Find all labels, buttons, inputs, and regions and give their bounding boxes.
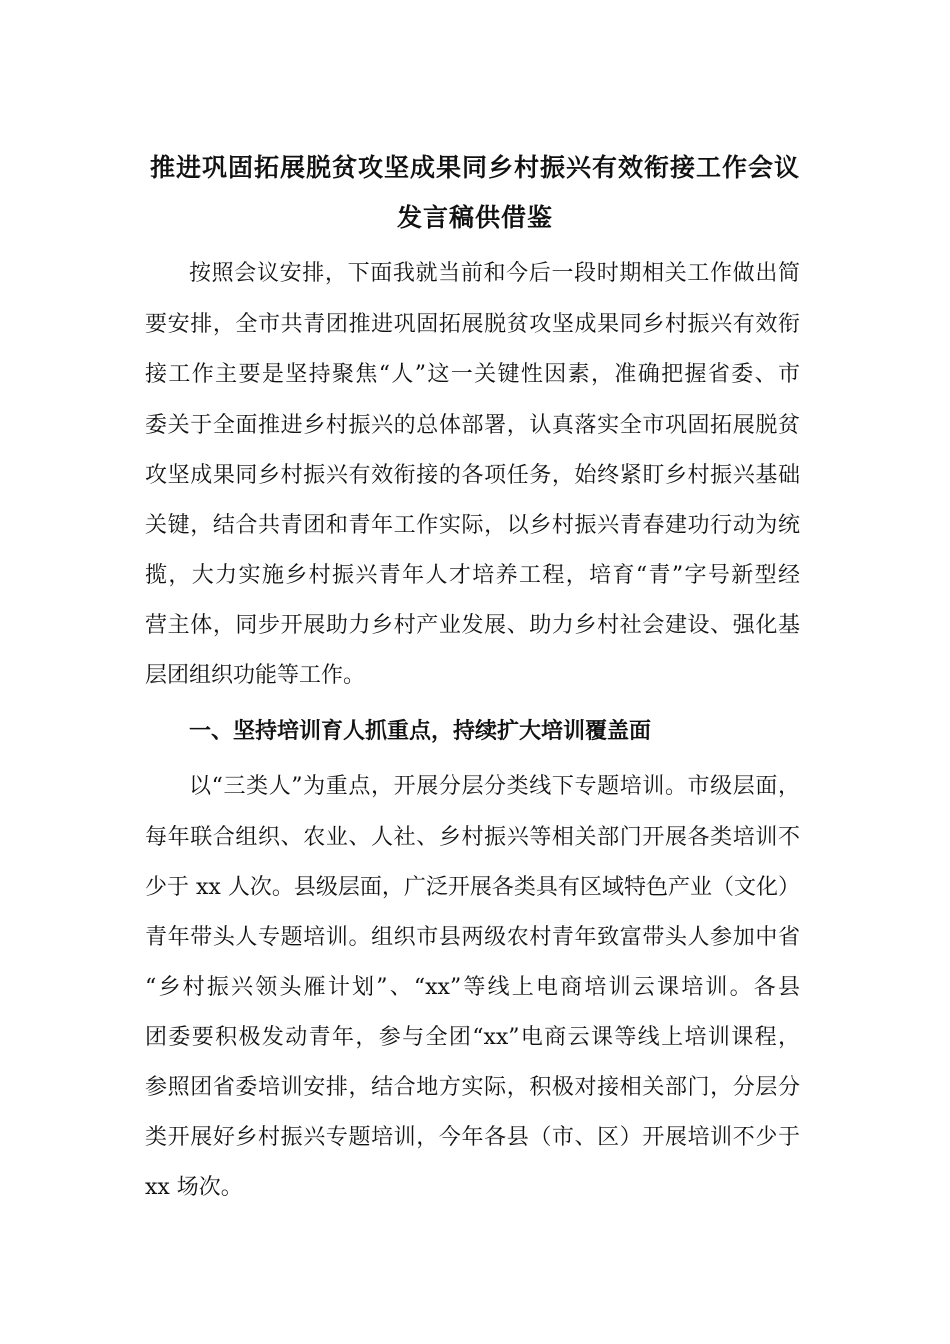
section-1-heading: 一、坚持培训育人抓重点，持续扩大培训覆盖面 [189, 718, 652, 744]
paragraph-1-line: 攻坚成果同乡村振兴有效衔接的各项任务，始终紧盯乡村振兴基础 [145, 463, 800, 488]
document-title-line-1: 推进巩固拓展脱贫攻坚成果同乡村振兴有效衔接工作会议 [149, 153, 800, 182]
paragraph-2-line: 少于 xx 人次。县级层面，广泛开展各类具有区域特色产业（文化） [145, 875, 800, 900]
paragraph-2-line: 每年联合组织、农业、人社、乡村振兴等相关部门开展各类培训不 [145, 825, 800, 850]
document-title-line-2: 发言稿供借鉴 [396, 203, 553, 232]
paragraph-2-line: “乡村振兴领头雁计划”、“xx”等线上电商培训云课培训。各县 [145, 975, 800, 1000]
paragraph-2-line: xx 场次。 [145, 1175, 243, 1200]
paragraph-1-line: 层团组织功能等工作。 [145, 663, 366, 688]
paragraph-1-line: 揽，大力实施乡村振兴青年人才培养工程，培育“青”字号新型经 [145, 563, 800, 588]
paragraph-1-line: 按照会议安排，下面我就当前和今后一段时期相关工作做出简 [189, 261, 800, 286]
paragraph-2-line: 以“三类人”为重点，开展分层分类线下专题培训。市级层面， [189, 774, 800, 799]
paragraph-2-line: 团委要积极发动青年，参与全团“xx”电商云课等线上培训课程， [145, 1025, 800, 1050]
paragraph-2-line: 类开展好乡村振兴专题培训，今年各县（市、区）开展培训不少于 [145, 1125, 800, 1150]
paragraph-2-line: 青年带头人专题培训。组织市县两级农村青年致富带头人参加中省 [145, 925, 800, 950]
paragraph-1-line: 关键，结合共青团和青年工作实际，以乡村振兴青春建功行动为统 [145, 513, 800, 538]
paragraph-1-line: 委关于全面推进乡村振兴的总体部署，认真落实全市巩固拓展脱贫 [145, 413, 800, 438]
paragraph-1-line: 要安排，全市共青团推进巩固拓展脱贫攻坚成果同乡村振兴有效衔 [145, 312, 800, 337]
paragraph-1-line: 营主体，同步开展助力乡村产业发展、助力乡村社会建设、强化基 [145, 613, 800, 638]
paragraph-1-line: 接工作主要是坚持聚焦“人”这一关键性因素，准确把握省委、市 [145, 362, 800, 387]
paragraph-2-line: 参照团省委培训安排，结合地方实际，积极对接相关部门，分层分 [145, 1075, 800, 1100]
